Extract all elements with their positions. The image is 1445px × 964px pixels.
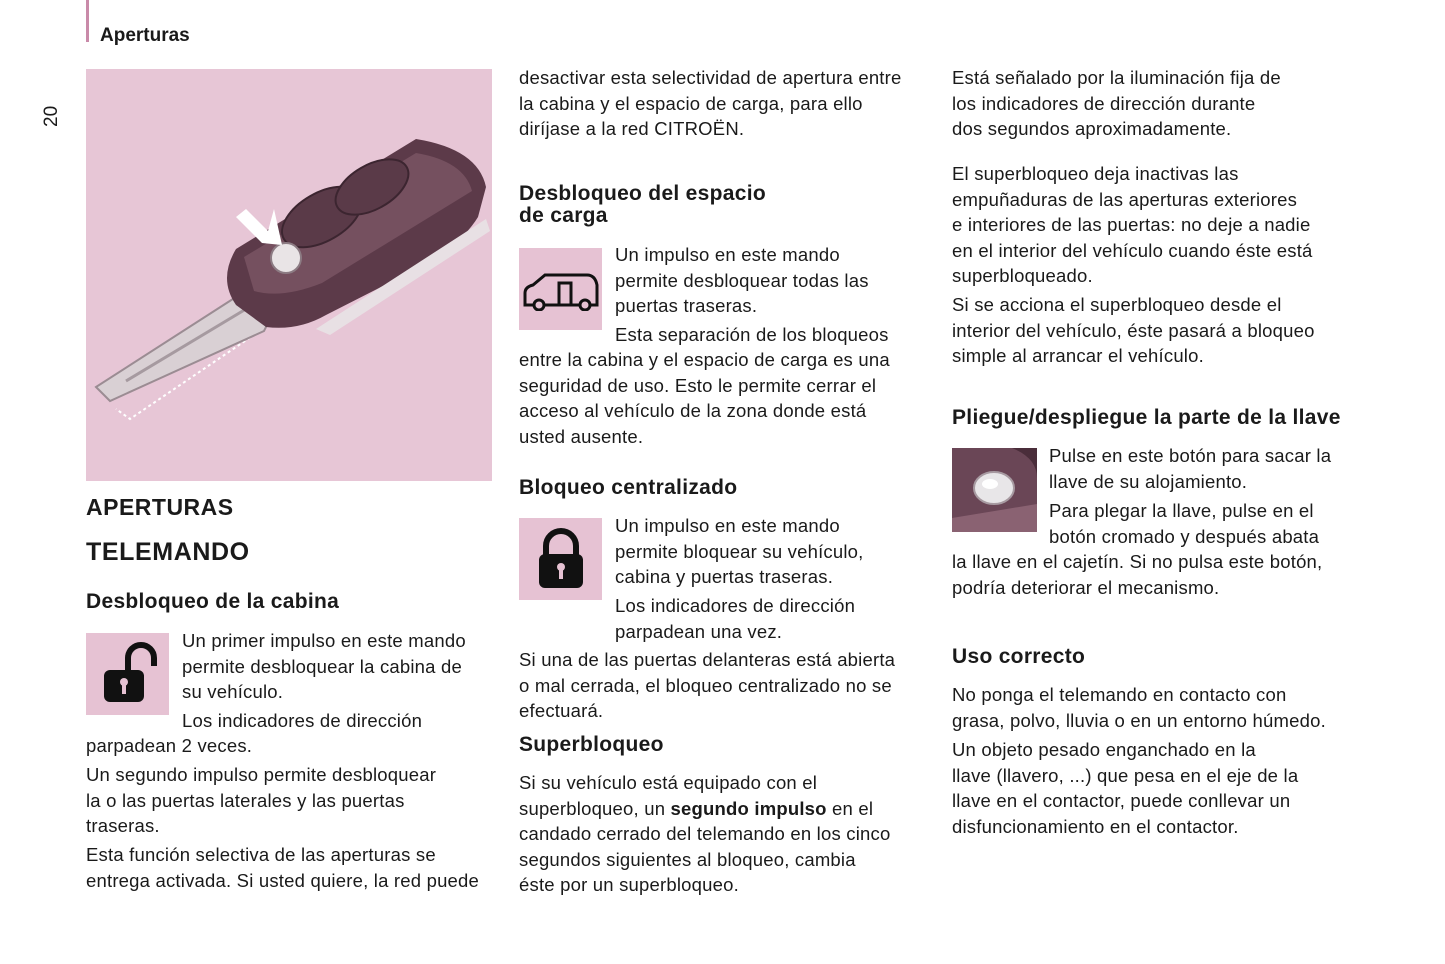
chrome-button-icon	[952, 448, 1037, 532]
text-line: llave de su alojamiento.	[1049, 470, 1248, 492]
correct-use-heading: Uso correcto	[952, 645, 1086, 668]
text-line: Esta separación de los bloqueos	[615, 324, 889, 345]
superlock-text	[519, 770, 890, 898]
text-line: en el interior del vehículo cuando éste está	[952, 239, 1313, 261]
continuation-text	[519, 65, 902, 142]
key-fob-drawing	[86, 69, 492, 481]
text-line: los indicadores de dirección durante	[952, 92, 1256, 114]
key-fob-illustration	[86, 69, 492, 481]
cargo-unlock-text1	[615, 242, 869, 319]
text-line: Los indicadores de dirección	[615, 595, 856, 616]
heading-line: Desbloqueo del espacio	[519, 182, 766, 205]
text-line: diríjase a la red CITROËN.	[519, 118, 745, 140]
text-line: Si se acciona el superbloqueo desde el	[952, 294, 1282, 315]
text-line: disfuncionamiento en el contactor.	[952, 815, 1239, 837]
cargo-unlock-text2	[519, 347, 890, 449]
text-line: Está señalado por la iluminación fija de	[952, 67, 1281, 88]
chrome-button-photo	[952, 448, 1037, 532]
bold-run: segundo impulso	[670, 797, 827, 819]
heading-line: de carga	[519, 204, 608, 227]
cab-unlock-heading: Desbloqueo de la cabina	[86, 590, 340, 613]
central-lock-text3	[519, 647, 895, 724]
text-line: puertas traseras.	[615, 295, 758, 317]
cab-unlock-text3	[86, 762, 436, 839]
text-line: botón cromado y después abata	[1049, 525, 1320, 547]
text-line: parpadean una vez.	[615, 620, 783, 642]
lock-button-box	[519, 518, 602, 600]
text-line: empuñaduras de las aperturas exteriores	[952, 188, 1298, 210]
text-line: Un impulso en este mando	[615, 244, 840, 265]
fold-key-text3	[952, 549, 1322, 600]
text-line: permite desbloquear todas las	[615, 269, 869, 291]
text-run: en el	[826, 797, 874, 819]
central-lock-text1	[615, 513, 864, 590]
text-line: Si su vehículo está equipado con el	[519, 772, 818, 793]
text-line: No ponga el telemando en contacto con	[952, 684, 1287, 705]
text-line: éste por un superbloqueo.	[519, 874, 739, 896]
text-line: Un objeto pesado enganchado en la	[952, 739, 1256, 760]
text-line: cabina y puertas traseras.	[615, 566, 834, 588]
cargo-unlock-heading	[519, 183, 766, 227]
superlock-heading: Superbloqueo	[519, 733, 664, 756]
text-line: Un primer impulso en este mando	[182, 630, 466, 651]
text-line: simple al arrancar el vehículo.	[952, 345, 1204, 367]
text-line: interior del vehículo, éste pasará a bloqueo	[952, 319, 1315, 341]
locked-padlock-icon	[536, 528, 586, 590]
text-line: su vehículo.	[182, 681, 284, 703]
page-header-title: Aperturas	[100, 25, 190, 46]
text-line: la o las puertas laterales y las puertas	[86, 789, 405, 811]
text-line: usted ausente.	[519, 425, 644, 447]
text-line-mixed	[519, 796, 890, 822]
van-rear-icon	[521, 267, 601, 311]
text-line: Un impulso en este mando	[615, 515, 840, 536]
text-line: acceso al vehículo de la zona donde está	[519, 400, 867, 422]
text-line: llave (llavero, ...) que pesa en el eje de la	[952, 764, 1299, 786]
text-line: entrega activada. Si usted quiere, la red puede	[86, 869, 480, 891]
subsection-title: TELEMANDO	[86, 538, 250, 566]
fold-key-text2	[1049, 498, 1319, 549]
text-line: grasa, polvo, lluvia o en un entorno húmedo.	[952, 709, 1326, 731]
fold-key-text1	[1049, 443, 1331, 494]
correct-use-text2	[952, 737, 1298, 839]
unlock-button-box	[86, 633, 169, 715]
text-line: o mal cerrada, el bloqueo centralizado no se	[519, 674, 892, 696]
text-line: e interiores de las puertas: no deje a nadie	[952, 214, 1311, 236]
superlock-warning-text	[952, 161, 1313, 289]
text-line: segundos siguientes al bloqueo, cambia	[519, 848, 856, 870]
text-line: Para plegar la llave, pulse en el	[1049, 500, 1314, 521]
text-line: la llave en el cajetín. Si no pulsa este botón,	[952, 551, 1323, 572]
text-line: la cabina y el espacio de carga, para ello	[519, 92, 863, 114]
text-line: traseras.	[86, 815, 160, 837]
text-line: Un segundo impulso permite desbloquear	[86, 764, 437, 785]
superlock-interior-text	[952, 292, 1315, 369]
section-title: APERTURAS	[86, 494, 234, 520]
text-line: superbloqueado.	[952, 265, 1093, 287]
text-line: candado cerrado del telemando en los cinco	[519, 823, 891, 845]
cargo-unlock-text2a	[615, 322, 889, 348]
text-line: dos segundos aproximadamente.	[952, 118, 1232, 140]
text-line: Pulse en este botón para sacar la	[1049, 445, 1332, 466]
cab-unlock-text4	[86, 842, 479, 893]
text-line: Esta función selectiva de las aperturas se	[86, 844, 436, 865]
text-line: El superbloqueo deja inactivas las	[952, 163, 1239, 184]
text-line: entre la cabina y el espacio de carga es una	[519, 349, 890, 370]
fold-key-heading: Pliegue/despliegue la parte de la llave	[952, 406, 1341, 429]
text-run: superbloqueo, un	[519, 797, 671, 819]
cab-unlock-text1	[182, 628, 466, 705]
text-line: parpadean 2 veces.	[86, 735, 253, 756]
unlocked-padlock-icon	[98, 642, 158, 706]
cab-unlock-text2	[182, 708, 422, 734]
text-line: efectuará.	[519, 700, 604, 722]
text-line: seguridad de uso. Esto le permite cerrar el	[519, 374, 877, 396]
text-line: podría deteriorar el mecanismo.	[952, 576, 1220, 598]
text-line: desactivar esta selectividad de apertura entre	[519, 67, 902, 88]
correct-use-text1	[952, 682, 1326, 733]
superlock-signal-text	[952, 65, 1281, 142]
text-line: permite desbloquear la cabina de	[182, 655, 462, 677]
text-line: Si una de las puertas delanteras está abierta	[519, 649, 896, 670]
text-line: llave en el contactor, puede conllevar un	[952, 790, 1291, 812]
text-line: Los indicadores de dirección	[182, 710, 423, 731]
cargo-button-box	[519, 248, 602, 330]
margin-bar	[86, 0, 89, 42]
central-lock-text2	[615, 593, 855, 644]
page-number: 20	[41, 105, 62, 127]
text-line: permite bloquear su vehículo,	[615, 540, 864, 562]
cab-unlock-text2b	[86, 733, 252, 759]
central-lock-heading: Bloqueo centralizado	[519, 476, 738, 499]
